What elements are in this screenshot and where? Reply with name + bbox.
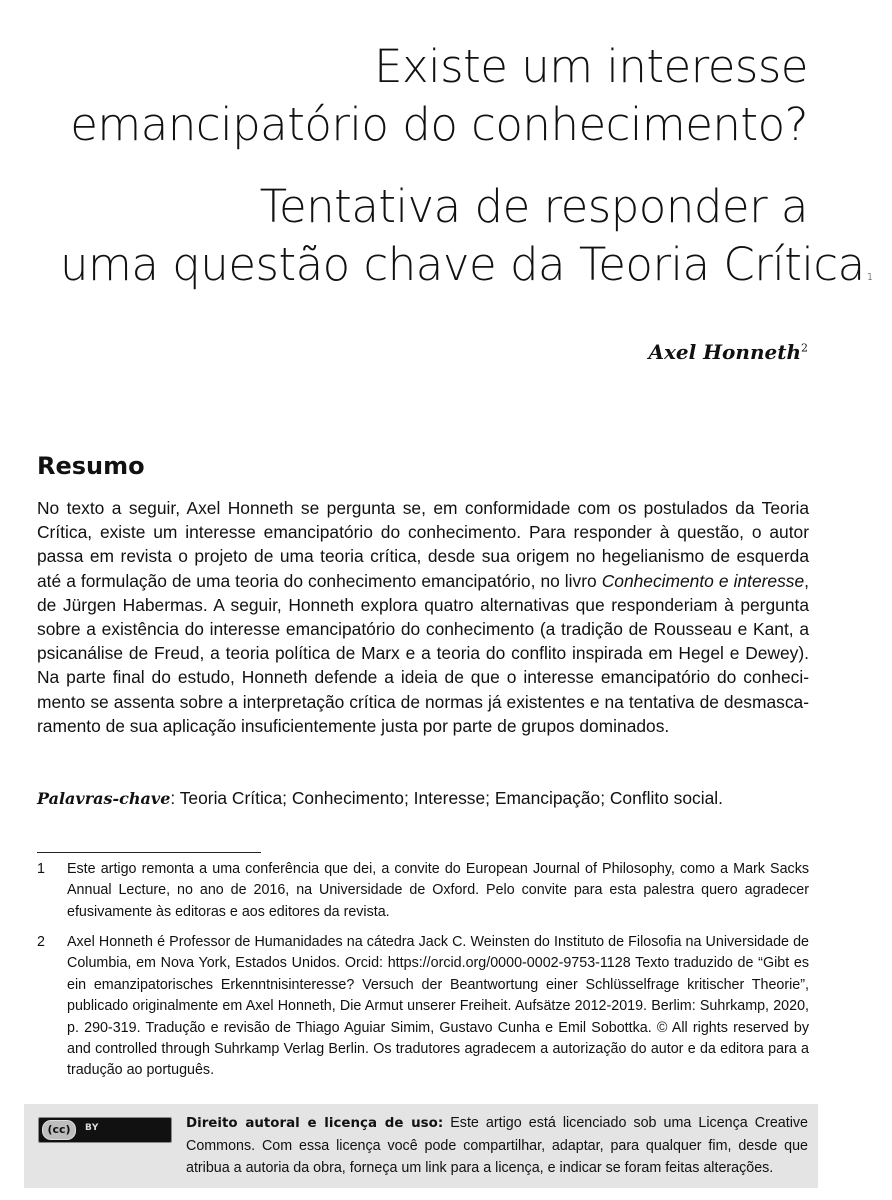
cc-icon: (cc) bbox=[42, 1120, 76, 1140]
subtitle-line-1: Tentativa de responder a bbox=[259, 180, 808, 233]
footnote-2-text: Axel Honneth é Professor de Humanidades na cátedra Jack C. Weinsten do Instituto de Filosofia na Universidade de Columbia, em Nova York, Estados Unidos. Orcid: https://orcid.org/0000-0002-9753-1128 Texto traduzido de “Gibt es ein emanzipatorisches Erkenntnisinteresse? Versuch der Beantwortung einer Schlüsselfrage kritischer Theorie”, publicado originalmente em Axel Honneth, Die Armut unserer Freiheit. Aufsätze 2012-2019. Berlim: Suhrkamp, 2020, p. 290-319. Tradução e revisão de Thiago Aguiar Simim, Gustavo Cunha e Emil Sobottka. © All rights reserved by and controlled through Suhrkamp Verlag Berlin. Os tradutores agradecem a autorização do autor e da editora para a tradução ao português. bbox=[67, 934, 809, 1079]
keywords-separator: : bbox=[170, 788, 176, 808]
cc-by-license-icon[interactable] bbox=[38, 1117, 172, 1143]
keywords-text: Teoria Crítica; Conhecimento; Interesse; Emancipação; Conflito social. bbox=[175, 788, 723, 808]
keywords bbox=[37, 786, 817, 811]
abstract-text-part-2: , de Jürgen Habermas. A seguir, Honneth explora quatro alternativas que responderiam à pergunta sobre a existência do interesse emancipatório do conhecimento (a tradição de Rousseau e Kant, a psicanálise de Freud, a teoria política de Marx e a teoria do conflito inspirada em Hegel e Dewey). Na parte final do estudo, Honneth defende a ideia de que o interesse emancipatório do conhecimento se assenta sobre a interpretação crítica de normas já existentes e na tentativa de desmascaramento de sua aplicação insuficientemente justa por parte de grupos dominados. bbox=[37, 570, 809, 736]
author-name bbox=[648, 340, 808, 364]
footnote-divider bbox=[37, 852, 261, 853]
license-text bbox=[186, 1112, 808, 1179]
author-footnote-marker[interactable]: 2 bbox=[801, 341, 808, 355]
footnote-2 bbox=[37, 932, 809, 1082]
title-line-1: Existe um interesse bbox=[374, 40, 808, 93]
subtitle-line-2-text: uma questão chave da Teoria Crítica bbox=[60, 238, 865, 291]
footnote-1-number: 1 bbox=[37, 861, 45, 877]
title-footnote-marker[interactable]: 1 bbox=[866, 272, 873, 283]
abstract-book-title: Conhecimento e interesse bbox=[601, 570, 805, 591]
license-label: Direito autoral e licença de uso: bbox=[186, 1116, 444, 1131]
abstract-text bbox=[37, 496, 809, 738]
abstract-heading: Resumo bbox=[37, 452, 145, 480]
footnote-1-text: Este artigo remonta a uma conferência que dei, a convite do European Journal of Philosophy, como a Mark Sacks Annual Lecture, no ano de 2016, na Universidade de Oxford. Pelo convite para esta palestra quero agradecer efusivamente às editoras e aos editores da revista. bbox=[67, 861, 809, 920]
subtitle-line-2 bbox=[60, 236, 873, 307]
abstract-text-part-1: No texto a seguir, Axel Honneth se pergunta se, em conformidade com os postulados da Teoria Crítica, existe um interesse emancipatório do conhecimento. Para responder à questão, o autor passa em revista o projeto de uma teoria crítica, desde sua origem no hegelianismo de esquerda até a formulação de uma teoria do conhecimento emancipatório, no livro bbox=[37, 498, 809, 591]
keywords-label: Palavras-chave bbox=[37, 789, 171, 808]
by-icon: BY bbox=[85, 1123, 99, 1133]
footnote-2-number: 2 bbox=[37, 934, 45, 950]
license-description: Este artigo está licenciado sob uma Licença Creative Commons. Com essa licença você pode compartilhar, adaptar, para qualquer fim, desde que atribua a autoria da obra, forneça um link para a licença, e indicar se foram feitas alterações. bbox=[186, 1115, 808, 1176]
license-box bbox=[24, 1104, 818, 1188]
footnote-1 bbox=[37, 859, 809, 923]
author-name-text: Axel Honneth bbox=[648, 340, 801, 364]
article-title bbox=[60, 38, 873, 307]
title-line-2: emancipatório do conhecimento? bbox=[70, 98, 808, 151]
